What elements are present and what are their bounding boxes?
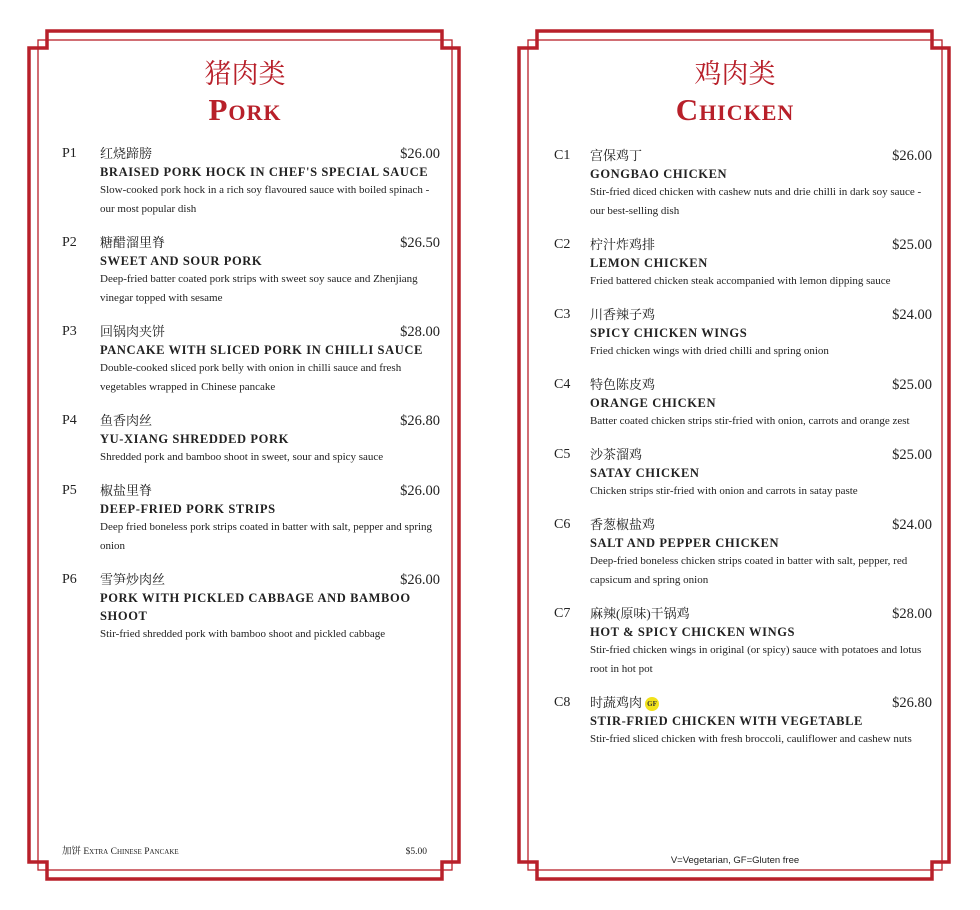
menu-item xyxy=(554,605,932,679)
item-header xyxy=(100,571,440,589)
item-price: $24.00 xyxy=(892,307,932,323)
item-code: P5 xyxy=(62,483,77,498)
item-header xyxy=(100,145,440,163)
item-price: $26.50 xyxy=(400,235,440,251)
item-description: Fried chicken wings with dried chilli and spring onion xyxy=(590,345,829,357)
item-price: $26.00 xyxy=(400,572,440,588)
item-chinese-text: 特色陈皮鸡 xyxy=(590,377,656,392)
item-description: Fried battered chicken steak accompanied with lemon dipping sauce xyxy=(590,275,891,287)
item-name: SATAY CHICKEN xyxy=(590,466,700,480)
chicken-item-list xyxy=(554,147,932,764)
item-price: $28.00 xyxy=(400,324,440,340)
menu-item xyxy=(554,694,932,749)
item-chinese-name xyxy=(100,571,165,589)
item-header xyxy=(100,412,440,430)
item-name: PANCAKE WITH SLICED PORK IN CHILLI SAUCE xyxy=(100,343,423,357)
item-description: Deep-fried batter coated pork strips with sweet soy sauce and Zhenjiang vinegar topped with sesame xyxy=(100,273,418,304)
item-header xyxy=(590,147,932,165)
item-price: $25.00 xyxy=(892,447,932,463)
item-price: $26.00 xyxy=(400,483,440,499)
item-chinese-text: 柠汁炸鸡排 xyxy=(590,237,656,252)
dietary-legend: V=Vegetarian, GF=Gluten free xyxy=(670,855,800,866)
item-name: BRAISED PORK HOCK IN CHEF'S SPECIAL SAUCE xyxy=(100,165,429,179)
item-chinese-text: 香葱椒盐鸡 xyxy=(590,517,656,532)
item-chinese-text: 川香辣子鸡 xyxy=(590,307,656,322)
menu-item xyxy=(554,446,932,501)
item-chinese-name xyxy=(590,516,655,534)
item-price: $26.80 xyxy=(400,413,440,429)
menu-item xyxy=(62,323,440,397)
menu-item xyxy=(554,516,932,590)
item-chinese-text: 糖醋溜里脊 xyxy=(100,235,166,250)
item-header xyxy=(590,694,932,712)
menu-item xyxy=(554,376,932,431)
item-code: C8 xyxy=(554,695,571,710)
menu-item xyxy=(554,147,932,221)
menu-item xyxy=(62,145,440,219)
item-chinese-name xyxy=(100,482,152,500)
item-name: LEMON CHICKEN xyxy=(590,256,708,270)
item-description: Stir-fried chicken wings in original (or spicy) sauce with potatoes and lotus root in hot pot xyxy=(590,644,922,675)
item-chinese-name xyxy=(590,446,642,464)
pork-item-list xyxy=(62,145,440,659)
item-header xyxy=(100,482,440,500)
gluten-free-badge: GF xyxy=(645,697,659,711)
item-code: P4 xyxy=(62,413,77,428)
item-description: Deep fried boneless pork strips coated in batter with salt, pepper and spring onion xyxy=(100,521,433,552)
item-code: C6 xyxy=(554,517,571,532)
extra-pancake-price: $5.00 xyxy=(405,847,427,857)
item-chinese-text: 麻辣(原味)干锅鸡 xyxy=(590,606,690,621)
item-name: SPICY CHICKEN WINGS xyxy=(590,326,748,340)
item-chinese-name xyxy=(590,376,655,394)
item-description: Batter coated chicken strips stir-fried with onion, carrots and orange zest xyxy=(590,415,910,427)
item-description: Chicken strips stir-fried with onion and carrots in satay paste xyxy=(590,485,858,497)
item-name: DEEP-FRIED PORK STRIPS xyxy=(100,502,276,516)
item-code: C7 xyxy=(554,606,571,621)
item-header xyxy=(590,236,932,254)
item-chinese-text: 雪笋炒肉丝 xyxy=(100,572,166,587)
item-chinese-text: 鱼香肉丝 xyxy=(100,413,153,428)
item-header xyxy=(590,605,932,623)
pork-title-zh: 猪肉类 xyxy=(204,59,286,89)
item-code: P1 xyxy=(62,146,77,161)
item-description: Stir-fried shredded pork with bamboo shoot and pickled cabbage xyxy=(100,628,386,640)
item-chinese-name xyxy=(590,306,655,324)
item-description: Stir-fried sliced chicken with fresh broccoli, cauliflower and cashew nuts xyxy=(590,733,912,745)
item-header xyxy=(590,446,932,464)
item-price: $26.00 xyxy=(400,146,440,162)
menu-item xyxy=(554,236,932,291)
item-chinese-name xyxy=(100,412,152,430)
item-chinese-text: 红烧蹄膀 xyxy=(100,146,153,161)
menu-item xyxy=(554,306,932,361)
extra-pancake-label: 加饼 Extra Chinese Pancake xyxy=(62,847,179,857)
item-name: GONGBAO CHICKEN xyxy=(590,167,728,181)
item-price: $26.80 xyxy=(892,695,932,711)
item-chinese-text: 椒盐里脊 xyxy=(100,483,153,498)
item-description: Stir-fried diced chicken with cashew nuts and drie chilli in dark soy sauce - our best-selling dish xyxy=(590,186,922,217)
item-code: P6 xyxy=(62,572,77,587)
menu-item xyxy=(62,482,440,556)
item-chinese-name xyxy=(590,694,659,712)
item-name: YU-XIANG SHREDDED PORK xyxy=(100,432,289,446)
item-name: SALT AND PEPPER CHICKEN xyxy=(590,536,780,550)
item-code: C1 xyxy=(554,148,571,163)
item-name: PORK WITH PICKLED CABBAGE AND BAMBOO SHOOT xyxy=(100,591,411,623)
chicken-title-en: Chicken xyxy=(675,92,795,127)
item-header xyxy=(590,306,932,324)
item-name: SWEET AND SOUR PORK xyxy=(100,254,263,268)
item-chinese-name xyxy=(590,236,655,254)
menu-item xyxy=(62,234,440,308)
menu-item xyxy=(62,412,440,467)
item-chinese-name xyxy=(590,147,642,165)
item-price: $25.00 xyxy=(892,237,932,253)
item-code: P2 xyxy=(62,235,77,250)
item-chinese-name xyxy=(100,323,165,341)
item-code: C5 xyxy=(554,447,571,462)
item-code: C4 xyxy=(554,377,571,392)
item-price: $24.00 xyxy=(892,517,932,533)
item-chinese-text: 沙茶溜鸡 xyxy=(590,447,643,462)
item-description: Slow-cooked pork hock in a rich soy flavoured sauce with boiled spinach - our most popular dish xyxy=(100,184,430,215)
item-header xyxy=(100,323,440,341)
item-chinese-name xyxy=(590,605,690,623)
item-price: $25.00 xyxy=(892,377,932,393)
item-code: C3 xyxy=(554,307,571,322)
item-header xyxy=(100,234,440,252)
item-description: Shredded pork and bamboo shoot in sweet, sour and spicy sauce xyxy=(100,451,384,463)
item-price: $28.00 xyxy=(892,606,932,622)
item-code: C2 xyxy=(554,237,571,252)
item-code: P3 xyxy=(62,324,77,339)
item-chinese-text: 时蔬鸡肉 xyxy=(590,695,643,710)
item-header xyxy=(590,516,932,534)
item-name: ORANGE CHICKEN xyxy=(590,396,717,410)
item-description: Deep-fried boneless chicken strips coated in batter with salt, pepper, red capsicum and spring onion xyxy=(590,555,908,586)
item-price: $26.00 xyxy=(892,148,932,164)
pork-title-en: Pork xyxy=(208,92,282,127)
menu-item xyxy=(62,571,440,644)
item-chinese-name xyxy=(100,234,165,252)
item-name: STIR-FRIED CHICKEN WITH VEGETABLE xyxy=(590,714,863,728)
item-chinese-text: 宫保鸡丁 xyxy=(590,148,643,163)
item-chinese-text: 回锅肉夹饼 xyxy=(100,324,166,339)
item-description: Double-cooked sliced pork belly with onion in chilli sauce and fresh vegetables wrapped in Chinese pancake xyxy=(100,362,402,393)
item-chinese-name xyxy=(100,145,152,163)
chicken-title-zh: 鸡肉类 xyxy=(694,59,776,89)
item-header xyxy=(590,376,932,394)
item-name: HOT & SPICY CHICKEN WINGS xyxy=(590,625,796,639)
